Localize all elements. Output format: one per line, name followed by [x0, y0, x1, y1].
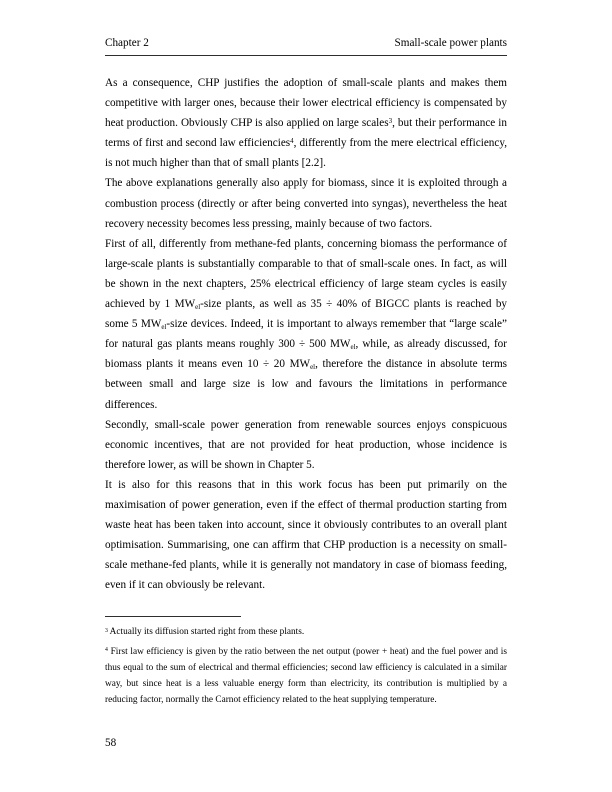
footnote-marker: 3 — [105, 627, 108, 634]
paragraph: First of all, differently from methane-fed plants, concerning biomass the performance of large-scale plants is substantially comparable to that of small-scale ones. In fact, as will be shown in the next chapters, 25% electrical efficiency of large steam cycles is easily achieved by 1 $MW_{el}$-size plants, as well as 35 ÷ 40% of BIGCC plants is reached by some 5 $MW_{el}$-size devices. Indeed, it is important to always remember that “large scale” for natural gas plants means roughly 300 ÷ 500 $MW_{el}$, while, as already discussed, for biomass plants it means even 10 ÷ 20 $MW_{el}$, therefore the distance in absolute terms between small and large size is low and favours the limitations in performance differences. — [105, 237, 508, 411]
paragraph: The above explanations generally also apply for biomass, since it is exploited through a combustion process (directly or after being converted into syngas), nevertheless the heat recovery necessity becomes less pressing, mainly because of two factors. — [105, 177, 507, 230]
footnote-marker: 4 — [105, 647, 108, 654]
page-number: 58 — [105, 737, 117, 749]
footnote-reference: 4 — [290, 136, 294, 145]
header-rule — [105, 55, 507, 56]
paragraph: As a consequence, CHP justifies the adoption of small-scale plants and makes them competitive with larger ones, because their lower electrical efficiency is compensated by heat production. Obviously CHP is also applied on large scales$^3$, but their performance in terms of first and second law efficiencies$^4$, differently from the mere electrical efficiency, is not much higher than that of small plants [2.2]. — [105, 77, 508, 170]
unit-subscript: el — [195, 302, 201, 311]
unit-subscript: el — [310, 362, 316, 371]
running-header-section-title: Small-scale power plants — [394, 37, 507, 49]
unit-subscript: el — [161, 322, 167, 331]
running-header — [105, 37, 507, 50]
footnote: $^4$ First law efficiency is given by the ratio between the net output (power + heat) and the fuel power and is thus equal to the sum of electrical and thermal efficiencies; second law efficiency is calculated in a similar way, but since heat is a less valuable energy form than electricity, its contribution is multiplied by a reducing factor, normally the Carnot efficiency related to the heat supplying temperature. — [105, 647, 507, 705]
paragraph: It is also for this reasons that in this work focus has been put primarily on the maximisation of power generation, even if the effect of thermal production starting from waste heat has been taken into account, since it obviously contributes to an overall plant optimisation. Summarising, one can affirm that CHP production is a necessity on small-scale methane-fed plants, while it is generally not mandatory in case of biomass feeding, even if it can obviously be relevant. — [105, 478, 507, 592]
footnote-separator — [105, 616, 241, 617]
paragraph: Secondly, small-scale power generation from renewable sources enjoys conspicuous economic incentives, that are not provided for heat production, whose incidence is therefore lower, as will be shown in Chapter 5. — [105, 418, 507, 471]
running-header-chapter: Chapter 2 — [105, 37, 149, 49]
footnotes — [105, 625, 507, 708]
footnote-reference: 3 — [388, 116, 393, 125]
content-column — [105, 73, 507, 712]
footnote: $^3$ Actually its diffusion started right from these plants. — [105, 627, 305, 638]
body-text — [105, 73, 507, 595]
unit-subscript: el — [350, 342, 356, 351]
